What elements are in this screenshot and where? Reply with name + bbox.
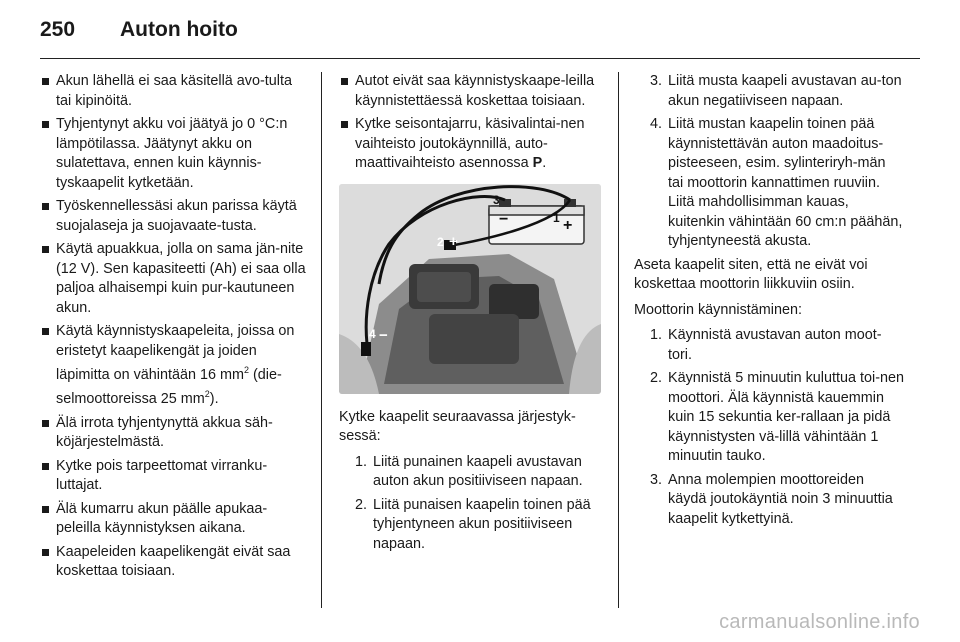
column-divider <box>618 72 619 608</box>
bullet-item: Autot eivät saa käynnistyskaape-leilla käynnistettäessä koskettaa toisiaan. <box>339 72 603 111</box>
step-number: 3. <box>649 73 662 89</box>
column-1 <box>40 72 308 586</box>
bullet-item: Älä kumarru akun päälle apukaa-peleilla käynnistyksen aikana. <box>40 500 308 539</box>
step-number: 1. <box>649 327 662 343</box>
engine-start-heading: Moottorin käynnistäminen: <box>634 301 802 318</box>
engine-bay-svg <box>339 184 601 394</box>
superscript: 2 <box>204 389 210 400</box>
numbered-step <box>634 72 904 111</box>
watermark: carmanualsonline.info <box>719 611 920 633</box>
column-3 <box>634 72 904 533</box>
cable-placement-note: Aseta kaapelit siten, että ne eivät voi koskettaa moottorin liikkuviin osiin. <box>634 256 868 292</box>
step-text: Liitä punaisen kaapelin toinen pää tyhjentyneen akun positiiviseen napaan. <box>373 496 591 552</box>
bullet-item: Kytke pois tarpeettomat virranku-luttajat. <box>40 457 308 496</box>
step-text: Liitä musta kaapeli avustavan au-ton akun negatiiviseen napaan. <box>668 73 902 109</box>
cable-text-middle: (die-selmoottoreissa 25 mm <box>56 366 282 408</box>
bullet-text: Kytke seisontajarru, käsivalintai-nen vaihteisto joutokäynnillä, auto-maattivaihteisto asennossa <box>355 116 585 171</box>
bullet-item: Työskennellessäsi akun parissa käytä suojalaseja ja suojavaate-tusta. <box>40 197 308 236</box>
step-text: Käynnistä avustavan auton moot-tori. <box>668 327 882 363</box>
numbered-step <box>634 115 904 252</box>
numbered-step <box>634 326 904 365</box>
cable-text-prefix: Käytä käynnistyskaapeleita, joissa on eristetyt kaapelikengät ja joiden läpimitta on vähintään 16 mm <box>56 323 295 383</box>
step-text: Liitä mustan kaapelin toinen pää käynnistettävän auton maadoitus-pisteeseen, esim. sylinteriryh-män tai moottorin kannattimen ruuviin. Liitä mahdollisimman kauas, kuitenkin vähintään 60 cm:n päähän, tyhjentyneestä akusta. <box>668 116 903 249</box>
column-divider <box>321 72 322 608</box>
numbered-step <box>339 453 603 492</box>
column-2 <box>339 72 603 558</box>
numbered-step <box>634 471 904 530</box>
bullet-item: Käytä apuakkua, jolla on sama jän-nite (12 V). Sen kapasiteetti (Ah) ei saa olla paljoa alhaisempi kuin pur-kautuneen akun. <box>40 240 308 318</box>
minus-symbol: − <box>499 210 509 228</box>
superscript: 2 <box>243 365 249 375</box>
figure-label-4: 4 <box>369 326 376 341</box>
jump-start-illustration <box>339 184 601 394</box>
step-number: 4. <box>649 116 662 132</box>
bullet-item: Kaapeleiden kaapelikengät eivät saa koskettaa toisiaan. <box>40 543 308 582</box>
bullet-item-parking-brake <box>339 115 603 174</box>
plus-symbol: + <box>563 216 573 234</box>
header-rule <box>40 58 920 59</box>
bullet-item-cable-size <box>40 322 308 410</box>
step-number: 2. <box>354 496 367 513</box>
step-number: 1. <box>354 453 367 470</box>
step-text: Käynnistä 5 minuutin kuluttua toi-nen moottori. Älä käynnistä kauemmin kuin 15 sekuntia ker-rallaan ja pidä käynnistysten vä-lillä vähintään 1 minuutin tauko. <box>668 370 904 464</box>
step-number: 2. <box>649 370 662 386</box>
step-number: 3. <box>649 471 662 488</box>
plus-symbol: + <box>449 232 458 250</box>
numbered-step <box>634 369 904 467</box>
bullet-text-end: . <box>542 155 547 171</box>
figure-label-2: 2 <box>437 234 444 249</box>
chapter-title: Auton hoito <box>120 18 238 41</box>
step-text: Anna molempien moottoreiden käydä joutokäyntiä noin 3 minuuttia kaapelit kytkettyinä. <box>668 471 893 527</box>
minus-symbol: − <box>379 326 388 344</box>
connection-intro: Kytke kaapelit seuraavassa järjestyk-sessä: <box>339 408 576 444</box>
cable-text-suffix: ). <box>209 391 219 408</box>
gear-position: P <box>532 155 543 171</box>
page-number: 250 <box>40 18 76 41</box>
step-text: Liitä punainen kaapeli avustavan auton akun positiiviseen napaan. <box>373 453 583 489</box>
bullet-item: Akun lähellä ei saa käsitellä avo-tulta tai kipinöitä. <box>40 72 308 111</box>
figure-label-3: 3 <box>493 192 500 207</box>
numbered-step <box>339 496 603 555</box>
bullet-item: Älä irrota tyhjentynyttä akkua säh-köjärjestelmästä. <box>40 414 308 453</box>
figure-label-1: 1 <box>553 210 560 225</box>
bullet-item: Tyhjentynyt akku voi jäätyä jo 0 °C:n lämpötilassa. Jäätynyt akku on sulatettava, ennen kuin käynnis-tyskaapelit kytketään. <box>40 115 308 193</box>
page-header <box>40 18 238 48</box>
